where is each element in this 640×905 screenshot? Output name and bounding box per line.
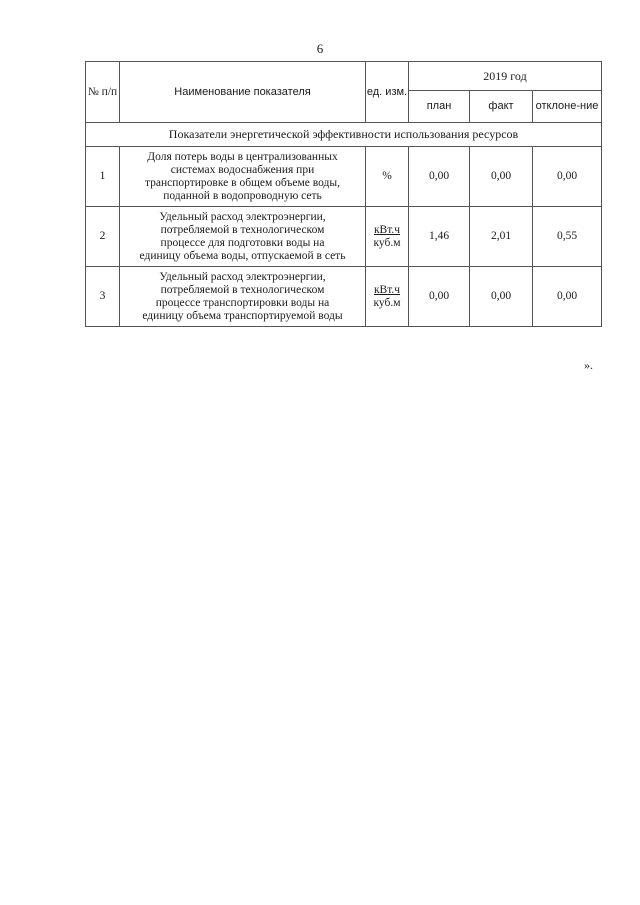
section-title: Показатели энергетической эффективности использования ресурсов (86, 123, 602, 147)
indicators-table (85, 61, 602, 327)
row-unit-line: % (382, 170, 392, 182)
row-name-line: транспортировке в общем объеме воды, (144, 176, 341, 189)
row-name-line: Удельный расход электроэнергии, (159, 270, 326, 283)
row-name (120, 207, 366, 267)
row-unit (366, 147, 409, 207)
row-name-line: Доля потерь воды в централизованных (147, 150, 338, 163)
table-row (86, 267, 602, 327)
row-name-line: единицу объема транспортируемой воды (142, 309, 343, 322)
header-deviation: отклоне-ние (533, 91, 602, 123)
header-fact: факт (470, 91, 533, 123)
row-name-line: процессе транспортировки воды на (155, 296, 330, 309)
row-name (120, 147, 366, 207)
header-plan: план (409, 91, 470, 123)
row-fact: 0,00 (470, 147, 533, 207)
row-fact: 0,00 (470, 267, 533, 327)
row-name-line: потребляемой в технологическом (160, 223, 325, 236)
row-unit-line: куб.м (373, 236, 401, 249)
table-row (86, 147, 602, 207)
row-unit-line: куб.м (373, 296, 401, 309)
row-num: 3 (86, 267, 120, 327)
row-fact: 2,01 (470, 207, 533, 267)
row-deviation: 0,55 (533, 207, 602, 267)
row-unit-line: кВт.ч (373, 223, 401, 236)
row-deviation: 0,00 (533, 267, 602, 327)
row-plan: 1,46 (409, 207, 470, 267)
row-unit (366, 207, 409, 267)
header-num: № п/п (86, 62, 120, 123)
row-num: 2 (86, 207, 120, 267)
header-year: 2019 год (409, 62, 602, 91)
row-unit (366, 267, 409, 327)
row-name-line: системах водоснабжения при (170, 163, 315, 176)
closing-quote-mark: ». (584, 358, 593, 372)
row-deviation: 0,00 (533, 147, 602, 207)
row-num: 1 (86, 147, 120, 207)
row-name-line: единицу объема воды, отпускаемой в сеть (139, 249, 346, 262)
table-row (86, 207, 602, 267)
row-name-line: Удельный расход электроэнергии, (159, 210, 326, 223)
row-unit-line: кВт.ч (373, 283, 401, 296)
row-plan: 0,00 (409, 147, 470, 207)
header-unit: ед. изм. (366, 62, 409, 123)
row-name-line: поданной в водопроводную сеть (163, 189, 322, 202)
section-row (86, 123, 602, 147)
row-name-line: потребляемой в технологическом (160, 283, 325, 296)
row-name-line: процессе для подготовки воды на (160, 236, 325, 249)
row-name (120, 267, 366, 327)
header-row-1 (86, 62, 602, 91)
row-plan: 0,00 (409, 267, 470, 327)
header-name: Наименование показателя (120, 62, 366, 123)
page-number: 6 (316, 41, 324, 56)
